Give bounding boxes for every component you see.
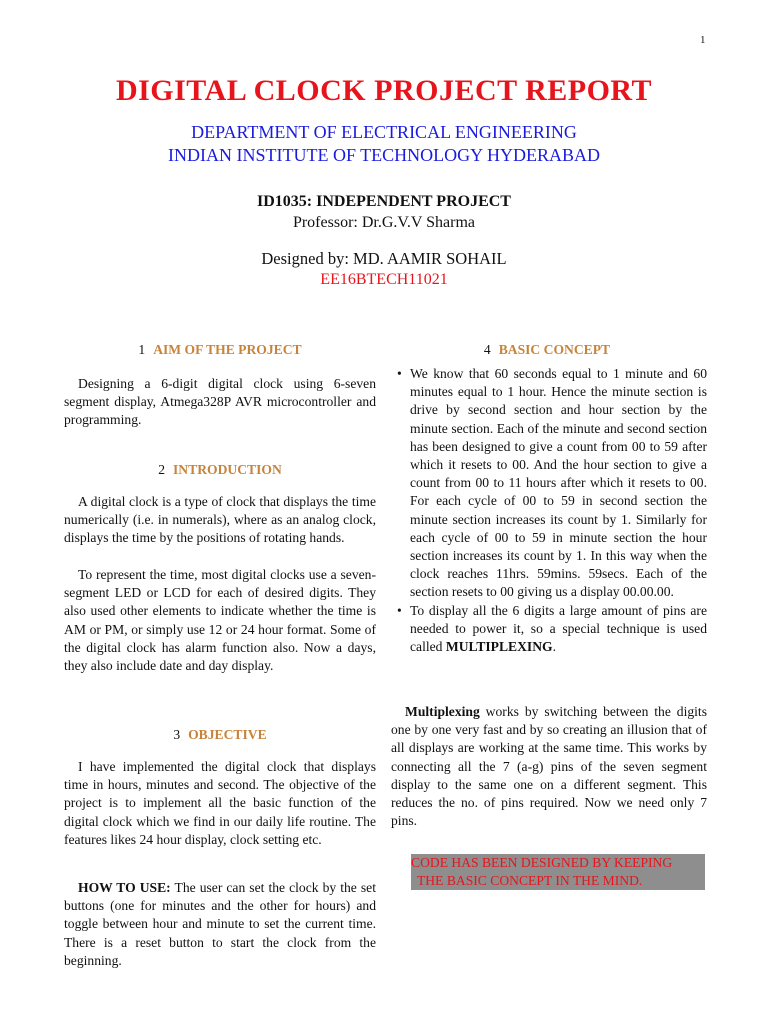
section-heading-aim: 1 AIM OF THE PROJECT bbox=[138, 342, 302, 357]
code-note-highlight bbox=[411, 854, 705, 890]
how-to-use-text: The user can set the clock by the set buttons (one for minutes and the other for hours) and toggle between hour and minute to set the current time. There is a reset button to start the clock from the beginning. bbox=[64, 880, 376, 968]
report-title: DIGITAL CLOCK PROJECT REPORT bbox=[115, 74, 653, 107]
list-item: • To display all the 6 digits a large amount of pins are needed to power it, so a special technique is used called MULTIPLEXING. bbox=[391, 602, 707, 657]
multiplexing-text: works by switching between the digits one by one very fast and by so creating an illusion that of all displays are working at the same time. This works by connecting all the 7 (a-g) pins of the seven segment display to the same one on a different segment. This reduces the no. of pins required. Now we need only 7 pins. bbox=[391, 704, 707, 829]
code-note-line: CODE HAS BEEN DESIGNED BY KEEPING bbox=[411, 855, 673, 870]
section-heading-objective: 3 OBJECTIVE bbox=[173, 727, 267, 742]
section-heading-basic-concept: 4 BASIC CONCEPT bbox=[483, 342, 611, 357]
concept-bullet-list bbox=[391, 365, 707, 656]
section-heading-introduction: 2 INTRODUCTION bbox=[158, 462, 282, 477]
page-number: 1 bbox=[700, 34, 706, 46]
aim-paragraph: Designing a 6-digit digital clock using 6-seven segment display, Atmega328P AVR microcontroller and programming. bbox=[64, 376, 376, 428]
intro-paragraph-2: To represent the time, most digital clocks use a seven-segment LED or LCD for each of desired digits. They also used other elements to indicate whether the time is AM or PM, or simply use 12 or 24 hour format. Some of the digital clock has alarm function also. Now a days, they also include date and day display. bbox=[64, 567, 376, 674]
intro-paragraph-1: A digital clock is a type of clock that displays the time numerically (i.e. in numerals), where as an analog clock, displays the time by the positions of rotating hands. bbox=[64, 494, 376, 546]
objective-paragraph: I have implemented the digital clock that displays time in hours, minutes and second. The objective of the project is to implement all the basic function of the digital clock which we find in our daily life routine. The features likes 24 hour display, clock setting etc. bbox=[64, 759, 376, 847]
institute-name: INDIAN INSTITUTE OF TECHNOLOGY HYDERABAD bbox=[168, 145, 600, 165]
department-name: DEPARTMENT OF ELECTRICAL ENGINEERING bbox=[191, 122, 577, 142]
how-to-use-paragraph bbox=[64, 879, 376, 970]
how-to-use-label: HOW TO USE: bbox=[78, 880, 171, 895]
list-item: • We know that 60 seconds equal to 1 minute and 60 minutes equal to 1 hour. Hence the minute section is drive by second section and hour section by the minute section. Each of the minute and second section has been designed to give a count from 00 to 59 after which it resets to 00. And the hour section to give a count from 00 to 11 hours after which it resets to 00. For each cycle of 00 to 59 in second section the minute section increases its count by 1. Similarly for each cycle of 00 to 59 in minute section the hour section increases its count by 1. In this way when the clock reaches 11hrs. 59mins. 59secs. Each of the section resets to 00 giving us a display 00.00.00. bbox=[391, 365, 707, 602]
professor-name: Professor: Dr.G.V.V Sharma bbox=[292, 214, 476, 231]
roll-number: EE16BTECH11021 bbox=[320, 271, 448, 288]
affiliation bbox=[0, 121, 768, 167]
designer-name: Designed by: MD. AAMIR SOHAIL bbox=[261, 249, 507, 268]
code-note-line: THE BASIC CONCEPT IN THE MIND. bbox=[417, 873, 643, 888]
multiplexing-term: MULTIPLEXING bbox=[445, 639, 553, 655]
multiplexing-paragraph bbox=[391, 703, 707, 830]
course-code: ID1035: INDEPENDENT PROJECT bbox=[257, 193, 511, 210]
multiplexing-label: Multiplexing bbox=[405, 704, 480, 719]
